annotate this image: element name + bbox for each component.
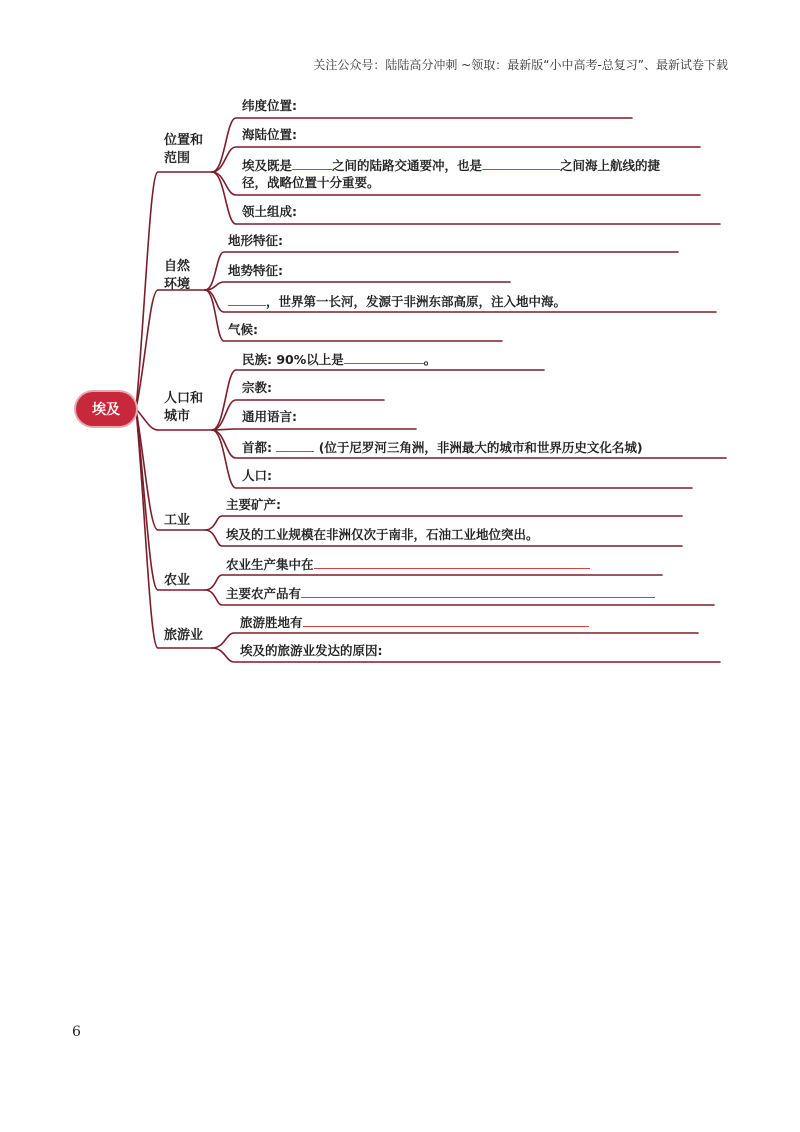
agri-concentration-text: 农业生产集中在: [226, 557, 314, 572]
blank-hub-2[interactable]: [482, 155, 560, 170]
capital-prefix: 首都:: [242, 440, 272, 455]
ethnic-prefix: 民族: 90%以上是: [242, 352, 344, 367]
leaf-language: 通用语言:: [242, 409, 297, 424]
river-text: ，世界第一长河，发源于非洲东部高原，注入地中海。: [266, 294, 567, 309]
leaf-capital: [242, 437, 643, 458]
category-population-label: 人口和 城市: [164, 391, 204, 424]
leaf-river: [228, 291, 566, 312]
leaf-slope: 地势特征:: [228, 263, 283, 278]
category-nature-label: 自然 环境: [164, 259, 191, 292]
leaf-terrain: 地形特征:: [228, 233, 283, 248]
category-population: [164, 390, 214, 426]
leaf-minerals: 主要矿产:: [226, 497, 281, 512]
blank-capital[interactable]: [276, 437, 314, 452]
leaf-land-sea: 海陆位置:: [242, 127, 297, 142]
leaf-industry-scale: 埃及的工业规模在非洲仅次于南非，石油工业地位突出。: [226, 527, 539, 542]
page-number: 6: [72, 1024, 81, 1040]
category-tourism: 旅游业: [164, 628, 204, 643]
agri-products-text: 主要农产品有: [226, 586, 302, 601]
blank-river[interactable]: [228, 291, 266, 306]
leaf-hub-line2: 径，战略位置十分重要。: [242, 175, 380, 190]
leaf-ethnic: [242, 349, 436, 370]
capital-note: (位于尼罗河三角洲，非洲最大的城市和世界历史文化名城): [318, 440, 643, 455]
ethnic-suffix: 。: [423, 352, 437, 367]
category-agriculture: 农业: [164, 573, 191, 588]
blank-ethnic[interactable]: [344, 349, 424, 364]
leaf-tourism-sites: [240, 612, 589, 633]
branch-location: [136, 172, 158, 409]
hub-text-3: 之间海上航线的捷: [560, 158, 661, 173]
leaf-agri-products: [226, 583, 655, 604]
hub-text-1: 埃及既是: [242, 158, 293, 173]
blank-hub-1[interactable]: [292, 155, 332, 170]
branch-nature: [136, 290, 158, 409]
leaf-agri-concentration: [226, 554, 590, 575]
hub-text-2: 之间的陆路交通要冲，也是: [332, 158, 483, 173]
category-nature: [164, 258, 204, 294]
category-industry: 工业: [164, 513, 191, 528]
leaf-people: 人口:: [242, 468, 272, 483]
leaf-territory: 领土组成:: [242, 204, 297, 219]
blank-agri-products[interactable]: [301, 583, 655, 598]
header-note: 关注公众号：陆陆高分冲刺 ~领取：最新版“小中高考-总复习”、最新试卷下载: [313, 58, 728, 72]
tourism-sites-text: 旅游胜地有: [240, 615, 303, 630]
category-location-label: 位置和 范围: [164, 133, 204, 166]
leaf-latitude: 纬度位置:: [242, 98, 297, 113]
leaf-climate: 气候:: [228, 322, 258, 337]
leaf-tourism-reasons: 埃及的旅游业发达的原因:: [240, 643, 383, 658]
branch-industry: [136, 409, 158, 530]
blank-agri-concentration[interactable]: [314, 554, 590, 569]
leaf-religion: 宗教:: [242, 380, 272, 395]
category-location: [164, 132, 214, 168]
root-node: 埃及: [76, 392, 136, 426]
blank-tourism-sites[interactable]: [303, 612, 589, 627]
